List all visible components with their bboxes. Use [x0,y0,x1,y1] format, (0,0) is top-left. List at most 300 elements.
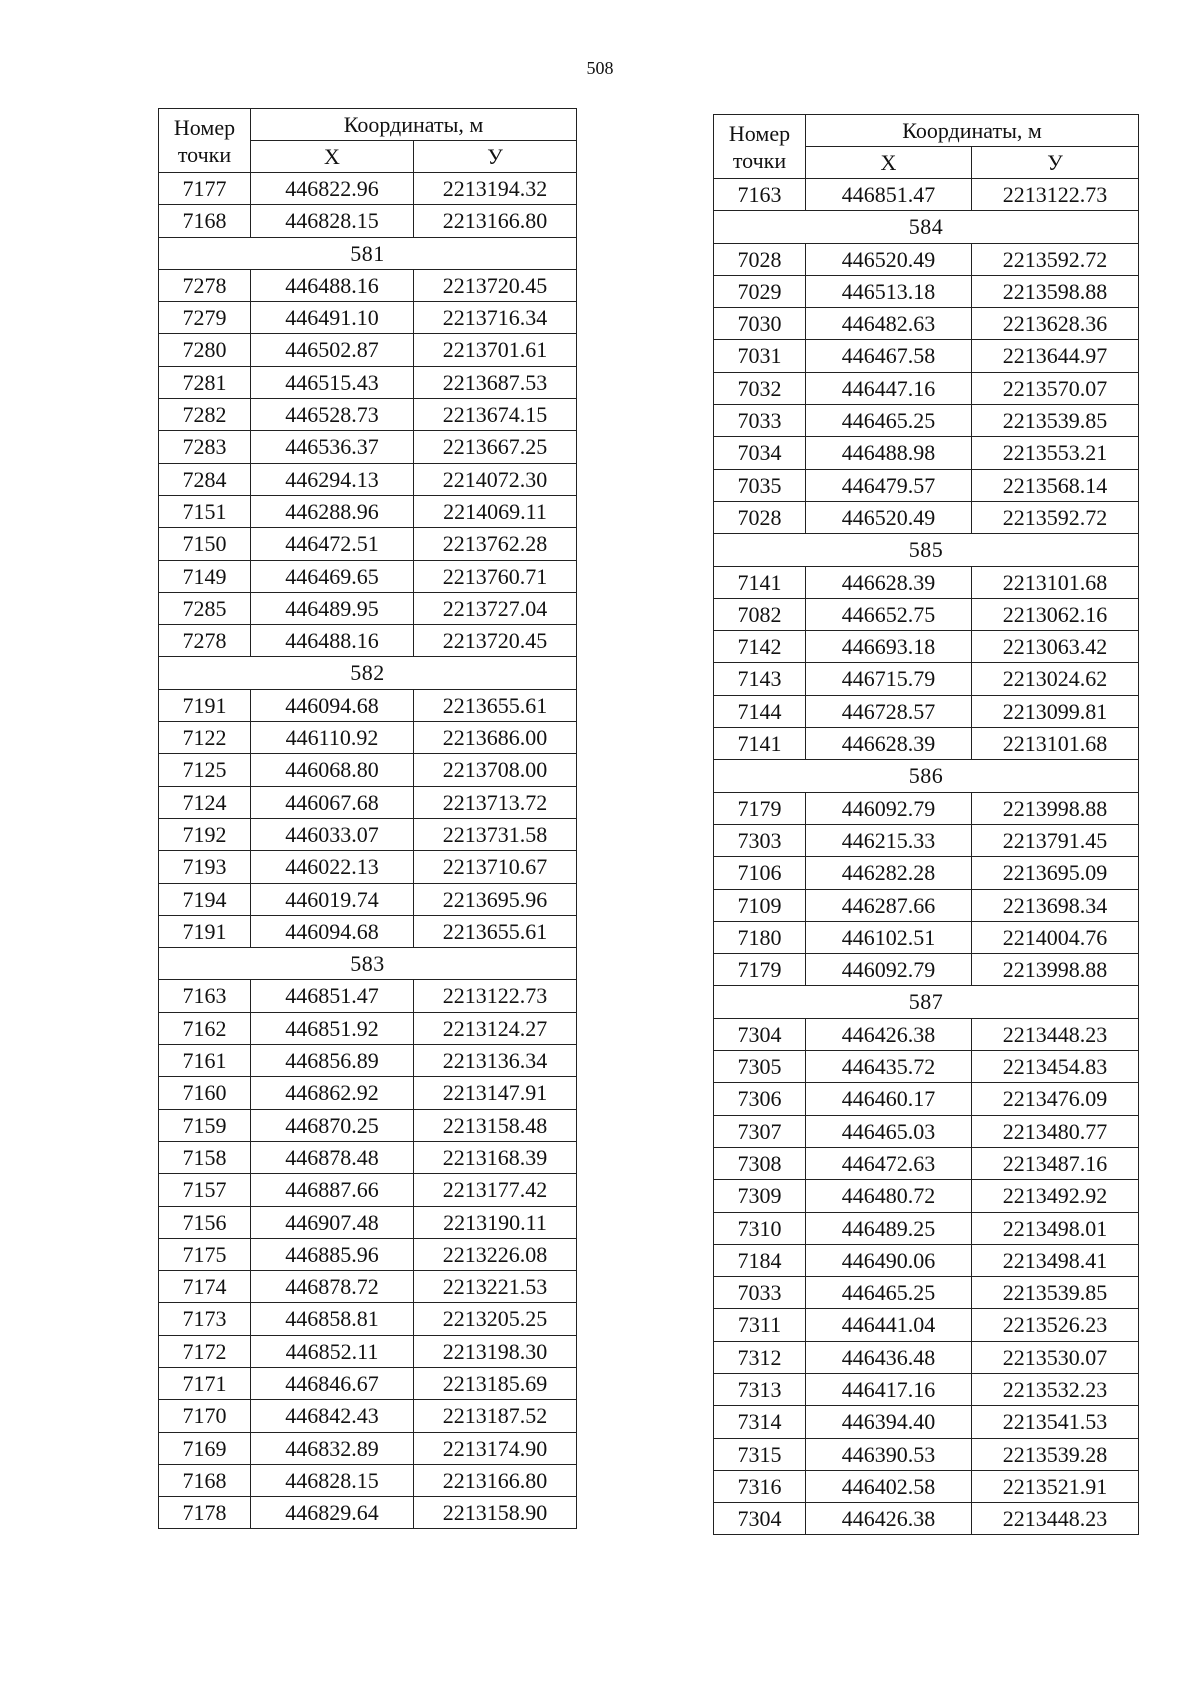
x-coordinate-cell: 446282.28 [806,857,972,889]
y-coordinate-cell: 2213122.73 [414,980,577,1012]
table-row [714,1277,1139,1309]
point-number-cell: 7163 [159,980,251,1012]
y-coordinate-cell: 2213498.41 [972,1244,1139,1276]
table-row [714,1470,1139,1502]
table-row [159,883,577,915]
y-coordinate-cell: 2213448.23 [972,1503,1139,1535]
table-row [159,366,577,398]
x-coordinate-cell: 446878.48 [251,1141,414,1173]
table-row [714,1212,1139,1244]
point-number-cell: 7168 [159,205,251,237]
point-number-cell: 7180 [714,921,806,953]
y-coordinate-cell: 2213187.52 [414,1400,577,1432]
y-coordinate-cell: 2213190.11 [414,1206,577,1238]
table-row [714,1438,1139,1470]
point-number-cell: 7278 [159,269,251,301]
x-coordinate-cell: 446390.53 [806,1438,972,1470]
point-number-cell: 7082 [714,598,806,630]
table-row [159,786,577,818]
table-row [714,1018,1139,1050]
table-row [714,792,1139,824]
table-row [159,1045,577,1077]
y-coordinate-cell: 2213760.71 [414,560,577,592]
x-coordinate-cell: 446472.63 [806,1147,972,1179]
table-row [714,275,1139,307]
point-number-cell: 7175 [159,1238,251,1270]
table-row [159,431,577,463]
section-number: 583 [159,948,577,980]
point-number-cell: 7157 [159,1174,251,1206]
y-coordinate-cell: 2213695.96 [414,883,577,915]
table-row [159,1367,577,1399]
x-coordinate-cell: 446842.43 [251,1400,414,1432]
x-coordinate-cell: 446469.65 [251,560,414,592]
y-coordinate-cell: 2213701.61 [414,334,577,366]
section-row [714,211,1139,243]
right-coordinates-table [713,114,1139,1535]
y-coordinate-cell: 2213998.88 [972,954,1139,986]
point-number-cell: 7171 [159,1367,251,1399]
y-coordinate-cell: 2213480.77 [972,1115,1139,1147]
header-coordinates: Координаты, м [251,109,577,141]
y-coordinate-cell: 2213174.90 [414,1432,577,1464]
table-row [714,1373,1139,1405]
y-coordinate-cell: 2213710.67 [414,851,577,883]
y-coordinate-cell: 2213136.34 [414,1045,577,1077]
table-row [159,722,577,754]
table-row [714,1309,1139,1341]
table-row [714,921,1139,953]
x-coordinate-cell: 446022.13 [251,851,414,883]
y-coordinate-cell: 2213598.88 [972,275,1139,307]
point-number-cell: 7285 [159,592,251,624]
x-coordinate-cell: 446092.79 [806,792,972,824]
table-row [159,1109,577,1141]
point-number-cell: 7278 [159,625,251,657]
table-row [159,1077,577,1109]
point-number-cell: 7125 [159,754,251,786]
point-number-cell: 7156 [159,1206,251,1238]
y-coordinate-cell: 2213024.62 [972,663,1139,695]
point-number-cell: 7194 [159,883,251,915]
y-coordinate-cell: 2213521.91 [972,1470,1139,1502]
y-coordinate-cell: 2213539.28 [972,1438,1139,1470]
point-number-cell: 7284 [159,463,251,495]
point-number-cell: 7177 [159,173,251,205]
point-number-cell: 7303 [714,824,806,856]
x-coordinate-cell: 446488.98 [806,437,972,469]
point-number-cell: 7035 [714,469,806,501]
table-row [714,1147,1139,1179]
point-number-cell: 7313 [714,1373,806,1405]
point-number-cell: 7170 [159,1400,251,1432]
point-number-cell: 7191 [159,915,251,947]
y-coordinate-cell: 2213708.00 [414,754,577,786]
x-coordinate-cell: 446528.73 [251,399,414,431]
section-row [714,534,1139,566]
point-number-cell: 7308 [714,1147,806,1179]
point-number-cell: 7032 [714,372,806,404]
y-coordinate-cell: 2213166.80 [414,205,577,237]
point-number-cell: 7307 [714,1115,806,1147]
x-coordinate-cell: 446832.89 [251,1432,414,1464]
x-coordinate-cell: 446488.16 [251,269,414,301]
x-coordinate-cell: 446067.68 [251,786,414,818]
table-row [159,1303,577,1335]
point-number-cell: 7172 [159,1335,251,1367]
x-coordinate-cell: 446652.75 [806,598,972,630]
table-row [714,340,1139,372]
y-coordinate-cell: 2213158.90 [414,1497,577,1529]
x-coordinate-cell: 446728.57 [806,695,972,727]
table-row [159,689,577,721]
x-coordinate-cell: 446465.25 [806,405,972,437]
header-point-number: Номер точки [714,115,806,179]
point-number-cell: 7304 [714,1018,806,1050]
header-coordinates: Координаты, м [806,115,1139,147]
y-coordinate-cell: 2213667.25 [414,431,577,463]
x-coordinate-cell: 446094.68 [251,915,414,947]
point-number-cell: 7163 [714,179,806,211]
y-coordinate-cell: 2213628.36 [972,308,1139,340]
x-coordinate-cell: 446851.92 [251,1012,414,1044]
section-row [159,657,577,689]
section-number: 582 [159,657,577,689]
point-number-cell: 7309 [714,1180,806,1212]
x-coordinate-cell: 446394.40 [806,1406,972,1438]
table-row [159,399,577,431]
point-number-cell: 7312 [714,1341,806,1373]
point-number-cell: 7193 [159,851,251,883]
x-coordinate-cell: 446862.92 [251,1077,414,1109]
y-coordinate-cell: 2213205.25 [414,1303,577,1335]
point-number-cell: 7142 [714,631,806,663]
x-coordinate-cell: 446465.25 [806,1277,972,1309]
x-coordinate-cell: 446068.80 [251,754,414,786]
section-row [714,760,1139,792]
table-row [159,463,577,495]
y-coordinate-cell: 2213655.61 [414,689,577,721]
point-number-cell: 7143 [714,663,806,695]
x-coordinate-cell: 446094.68 [251,689,414,721]
y-coordinate-cell: 2213498.01 [972,1212,1139,1244]
table-row [159,1432,577,1464]
x-coordinate-cell: 446851.47 [806,179,972,211]
y-coordinate-cell: 2213454.83 [972,1051,1139,1083]
x-coordinate-cell: 446447.16 [806,372,972,404]
x-coordinate-cell: 446426.38 [806,1503,972,1535]
x-coordinate-cell: 446460.17 [806,1083,972,1115]
point-number-cell: 7029 [714,275,806,307]
table-row [159,980,577,1012]
x-coordinate-cell: 446489.25 [806,1212,972,1244]
point-number-cell: 7151 [159,495,251,527]
y-coordinate-cell: 2213698.34 [972,889,1139,921]
point-number-cell: 7315 [714,1438,806,1470]
table-row [159,625,577,657]
table-row [714,179,1139,211]
y-coordinate-cell: 2213221.53 [414,1271,577,1303]
table-row [159,1012,577,1044]
y-coordinate-cell: 2213122.73 [972,179,1139,211]
point-number-cell: 7304 [714,1503,806,1535]
y-coordinate-cell: 2213166.80 [414,1464,577,1496]
x-coordinate-cell: 446822.96 [251,173,414,205]
table-row [714,1083,1139,1115]
point-number-cell: 7178 [159,1497,251,1529]
section-number: 584 [714,211,1139,243]
x-coordinate-cell: 446693.18 [806,631,972,663]
y-coordinate-cell: 2213194.32 [414,173,577,205]
y-coordinate-cell: 2213568.14 [972,469,1139,501]
point-number-cell: 7028 [714,501,806,533]
y-coordinate-cell: 2213553.21 [972,437,1139,469]
x-coordinate-cell: 446851.47 [251,980,414,1012]
point-number-cell: 7174 [159,1271,251,1303]
x-coordinate-cell: 446856.89 [251,1045,414,1077]
table-row [714,824,1139,856]
y-coordinate-cell: 2213687.53 [414,366,577,398]
table-row [714,1244,1139,1276]
table-row [714,1341,1139,1373]
point-number-cell: 7305 [714,1051,806,1083]
x-coordinate-cell: 446489.95 [251,592,414,624]
x-coordinate-cell: 446482.63 [806,308,972,340]
x-coordinate-cell: 446288.96 [251,495,414,527]
table-row [714,1503,1139,1535]
point-number-cell: 7122 [159,722,251,754]
point-number-cell: 7168 [159,1464,251,1496]
x-coordinate-cell: 446467.58 [806,340,972,372]
table-row [159,1271,577,1303]
header-x: X [806,147,972,179]
point-number-cell: 7184 [714,1244,806,1276]
y-coordinate-cell: 2213674.15 [414,399,577,431]
y-coordinate-cell: 2213226.08 [414,1238,577,1270]
y-coordinate-cell: 2213099.81 [972,695,1139,727]
table-row [714,372,1139,404]
x-coordinate-cell: 446513.18 [806,275,972,307]
table-row [159,495,577,527]
y-coordinate-cell: 2213101.68 [972,566,1139,598]
table-row [159,560,577,592]
section-row [159,237,577,269]
table-row [714,1115,1139,1147]
x-coordinate-cell: 446828.15 [251,205,414,237]
x-coordinate-cell: 446502.87 [251,334,414,366]
point-number-cell: 7158 [159,1141,251,1173]
point-number-cell: 7162 [159,1012,251,1044]
header-y: У [414,141,577,173]
x-coordinate-cell: 446628.39 [806,728,972,760]
y-coordinate-cell: 2213716.34 [414,302,577,334]
x-coordinate-cell: 446907.48 [251,1206,414,1238]
x-coordinate-cell: 446858.81 [251,1303,414,1335]
point-number-cell: 7310 [714,1212,806,1244]
table-row [159,592,577,624]
x-coordinate-cell: 446715.79 [806,663,972,695]
y-coordinate-cell: 2213124.27 [414,1012,577,1044]
point-number-cell: 7109 [714,889,806,921]
x-coordinate-cell: 446033.07 [251,818,414,850]
table-row [714,663,1139,695]
y-coordinate-cell: 2213101.68 [972,728,1139,760]
x-coordinate-cell: 446110.92 [251,722,414,754]
point-number-cell: 7028 [714,243,806,275]
x-coordinate-cell: 446402.58 [806,1470,972,1502]
x-coordinate-cell: 446472.51 [251,528,414,560]
point-number-cell: 7311 [714,1309,806,1341]
y-coordinate-cell: 2213168.39 [414,1141,577,1173]
header-x: X [251,141,414,173]
y-coordinate-cell: 2213592.72 [972,501,1139,533]
y-coordinate-cell: 2213727.04 [414,592,577,624]
y-coordinate-cell: 2213539.85 [972,1277,1139,1309]
y-coordinate-cell: 2213541.53 [972,1406,1139,1438]
y-coordinate-cell: 2213686.00 [414,722,577,754]
y-coordinate-cell: 2214069.11 [414,495,577,527]
x-coordinate-cell: 446488.16 [251,625,414,657]
point-number-cell: 7030 [714,308,806,340]
header-point-number: Номер точки [159,109,251,173]
table-row [159,302,577,334]
point-number-cell: 7160 [159,1077,251,1109]
x-coordinate-cell: 446465.03 [806,1115,972,1147]
section-number: 587 [714,986,1139,1018]
x-coordinate-cell: 446436.48 [806,1341,972,1373]
x-coordinate-cell: 446885.96 [251,1238,414,1270]
x-coordinate-cell: 446215.33 [806,824,972,856]
y-coordinate-cell: 2213063.42 [972,631,1139,663]
table-row [159,1497,577,1529]
table-row [159,1141,577,1173]
table-row [159,1464,577,1496]
y-coordinate-cell: 2213592.72 [972,243,1139,275]
x-coordinate-cell: 446852.11 [251,1335,414,1367]
table-row [714,954,1139,986]
point-number-cell: 7124 [159,786,251,818]
x-coordinate-cell: 446294.13 [251,463,414,495]
point-number-cell: 7314 [714,1406,806,1438]
y-coordinate-cell: 2213492.92 [972,1180,1139,1212]
y-coordinate-cell: 2213526.23 [972,1309,1139,1341]
y-coordinate-cell: 2213476.09 [972,1083,1139,1115]
x-coordinate-cell: 446435.72 [806,1051,972,1083]
table-row [714,889,1139,921]
y-coordinate-cell: 2213147.91 [414,1077,577,1109]
table-row [159,1238,577,1270]
table-row [714,631,1139,663]
y-coordinate-cell: 2213158.48 [414,1109,577,1141]
table-row [714,695,1139,727]
table-row [159,173,577,205]
x-coordinate-cell: 446480.72 [806,1180,972,1212]
x-coordinate-cell: 446536.37 [251,431,414,463]
section-number: 581 [159,237,577,269]
x-coordinate-cell: 446870.25 [251,1109,414,1141]
table-row [159,754,577,786]
section-row [159,948,577,980]
table-row [159,851,577,883]
table-row [159,1206,577,1238]
table-row [714,308,1139,340]
table-row [714,501,1139,533]
table-row [159,205,577,237]
point-number-cell: 7106 [714,857,806,889]
y-coordinate-cell: 2213998.88 [972,792,1139,824]
table-row [714,469,1139,501]
x-coordinate-cell: 446846.67 [251,1367,414,1399]
y-coordinate-cell: 2213177.42 [414,1174,577,1206]
table-row [159,528,577,560]
y-coordinate-cell: 2213198.30 [414,1335,577,1367]
y-coordinate-cell: 2213570.07 [972,372,1139,404]
y-coordinate-cell: 2213655.61 [414,915,577,947]
y-coordinate-cell: 2213487.16 [972,1147,1139,1179]
left-coordinates-table [158,108,577,1529]
x-coordinate-cell: 446490.06 [806,1244,972,1276]
x-coordinate-cell: 446878.72 [251,1271,414,1303]
table-row [159,818,577,850]
point-number-cell: 7033 [714,405,806,437]
point-number-cell: 7280 [159,334,251,366]
table-row [714,1180,1139,1212]
point-number-cell: 7282 [159,399,251,431]
point-number-cell: 7281 [159,366,251,398]
section-number: 586 [714,760,1139,792]
point-number-cell: 7033 [714,1277,806,1309]
y-coordinate-cell: 2213762.28 [414,528,577,560]
point-number-cell: 7192 [159,818,251,850]
table-row [714,1051,1139,1083]
x-coordinate-cell: 446426.38 [806,1018,972,1050]
page-number: 508 [586,58,614,78]
x-coordinate-cell: 446491.10 [251,302,414,334]
point-number-cell: 7149 [159,560,251,592]
x-coordinate-cell: 446520.49 [806,501,972,533]
point-number-cell: 7141 [714,728,806,760]
y-coordinate-cell: 2213713.72 [414,786,577,818]
y-coordinate-cell: 2213644.97 [972,340,1139,372]
table-row [714,598,1139,630]
y-coordinate-cell: 2213695.09 [972,857,1139,889]
point-number-cell: 7031 [714,340,806,372]
y-coordinate-cell: 2213791.45 [972,824,1139,856]
table-row [714,405,1139,437]
table-row [714,857,1139,889]
x-coordinate-cell: 446092.79 [806,954,972,986]
point-number-cell: 7169 [159,1432,251,1464]
y-coordinate-cell: 2214004.76 [972,921,1139,953]
x-coordinate-cell: 446887.66 [251,1174,414,1206]
x-coordinate-cell: 446417.16 [806,1373,972,1405]
y-coordinate-cell: 2213448.23 [972,1018,1139,1050]
point-number-cell: 7141 [714,566,806,598]
point-number-cell: 7306 [714,1083,806,1115]
x-coordinate-cell: 446829.64 [251,1497,414,1529]
table-row [159,915,577,947]
y-coordinate-cell: 2213731.58 [414,818,577,850]
table-row [714,1406,1139,1438]
point-number-cell: 7161 [159,1045,251,1077]
section-row [714,986,1139,1018]
y-coordinate-cell: 2213720.45 [414,625,577,657]
x-coordinate-cell: 446515.43 [251,366,414,398]
x-coordinate-cell: 446828.15 [251,1464,414,1496]
header-y: У [972,147,1139,179]
point-number-cell: 7150 [159,528,251,560]
table-row [714,437,1139,469]
